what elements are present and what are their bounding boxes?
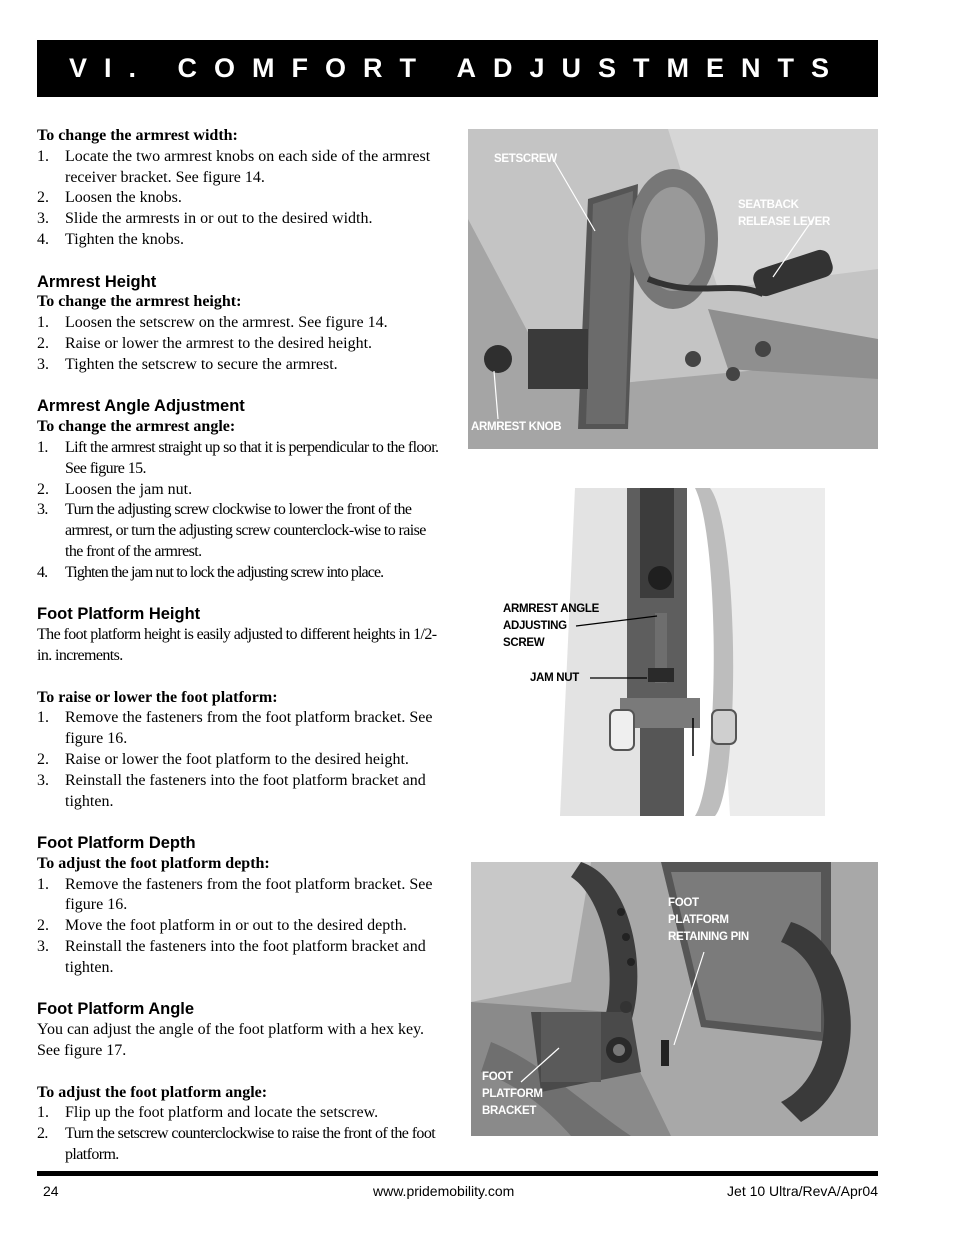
armrest-angle-adjusting-screw-label: ARMREST ANGLE ADJUSTING SCREW	[503, 603, 599, 649]
list-item: 4. Tighten the knobs.	[37, 230, 184, 248]
list-item: 2. Loosen the knobs.	[37, 189, 182, 207]
list-item: 2. Raise or lower the armrest to the desired height.	[37, 334, 373, 352]
section-heading: Foot Platform Height	[37, 605, 201, 624]
section-subtitle: To change the armrest width:	[37, 127, 238, 144]
armrest-photo-figure	[468, 129, 878, 449]
list-item: 1. Flip up the foot platform and locate the setscrew.	[37, 1104, 379, 1122]
footer-document-id: Jet 10 Ultra/RevA/Apr04	[727, 1183, 878, 1199]
setscrew-label: SETSCREW	[494, 153, 557, 165]
list-item: 4. Tighten the jam nut to lock the adjusting screw into place.	[37, 563, 384, 581]
list-item: 1. Remove the fasteners from the foot platform bracket. See figure 16.	[37, 875, 433, 914]
armrest-height-section	[37, 272, 442, 376]
list-item: 1. Loosen the setscrew on the armrest. See figure 14.	[37, 314, 388, 332]
foot-platform-photo-figure	[471, 862, 878, 1136]
list-item: 2. Loosen the jam nut.	[37, 480, 193, 498]
section-heading: Armrest Height	[37, 272, 157, 291]
armrest-photo-drawing	[468, 129, 878, 449]
armrest-angle-photo-figure	[500, 488, 825, 816]
seatback-release-lever-label: SEATBACK RELEASE LEVER	[738, 199, 830, 228]
armrest-width-section	[37, 126, 442, 251]
instructions-column	[37, 126, 442, 1166]
section-title: VI. COMFORT ADJUSTMENTS	[68, 53, 846, 83]
steps-list	[37, 147, 442, 251]
list-item: 3. Reinstall the fasteners into the foot platform bracket and tighten.	[37, 938, 426, 976]
foot-platform-angle-section	[37, 999, 442, 1165]
armrest-angle-section	[37, 396, 442, 583]
list-item: 2. Move the foot platform in or out to the desired depth.	[37, 917, 407, 935]
section-subtitle: To change the armrest angle:	[37, 418, 236, 436]
jam-nut-label: JAM NUT	[530, 672, 580, 684]
foot-platform-bracket-label: FOOT PLATFORM BRACKET	[482, 1071, 543, 1117]
foot-platform-height-section	[37, 604, 442, 812]
armrest-angle-photo-drawing	[500, 488, 825, 816]
list-item: 1. Lift the armrest straight up so that it is perpendicular to the floor. See figure 15.	[37, 438, 439, 477]
section-heading: Armrest Angle Adjustment	[37, 397, 245, 416]
section-header	[37, 40, 878, 97]
list-item: 1. Remove the fasteners from the foot platform bracket. See figure 16.	[37, 709, 433, 748]
section-subtitle: To adjust the foot platform angle:	[37, 1083, 268, 1101]
list-item: 3. Slide the armrests in or out to the desired width.	[37, 210, 373, 228]
list-item: 2. Raise or lower the foot platform to the desired height.	[37, 750, 409, 768]
section-heading: Foot Platform Angle	[37, 1000, 195, 1019]
page-number: 24	[43, 1183, 59, 1199]
section-paragraph: The foot platform height is easily adjusted to different heights in 1/2-in. increments.	[37, 626, 437, 664]
armrest-knob-label: ARMREST KNOB	[471, 421, 562, 433]
footer-divider	[37, 1171, 878, 1176]
section-paragraph: You can adjust the angle of the foot platform with a hex key. See figure 17.	[37, 1021, 425, 1060]
steps-list	[37, 313, 442, 375]
steps-list	[37, 1103, 442, 1165]
list-item: 2. Turn the setscrew counterclockwise to raise the front of the foot platform.	[37, 1125, 436, 1164]
steps-list	[37, 875, 442, 979]
footer-url: www.pridemobility.com	[373, 1183, 515, 1199]
foot-platform-retaining-pin-label: FOOT PLATFORM RETAINING PIN	[668, 897, 749, 943]
list-item: 1. Locate the two armrest knobs on each side of the armrest receiver bracket. See figure 14.	[37, 147, 431, 186]
foot-platform-depth-section	[37, 833, 442, 979]
steps-list	[37, 708, 442, 812]
list-item: 3. Reinstall the fasteners into the foot platform bracket and tighten.	[37, 771, 426, 810]
section-subtitle: To adjust the foot platform depth:	[37, 854, 270, 872]
list-item: 3. Turn the adjusting screw clockwise to lower the front of the armrest, or turn the adjusting screw counterclock-wise to raise the front of the armrest.	[37, 501, 426, 560]
section-subtitle: To change the armrest height:	[37, 293, 242, 311]
steps-list	[37, 438, 442, 584]
section-heading: Foot Platform Depth	[37, 834, 196, 853]
list-item: 3. Tighten the setscrew to secure the armrest.	[37, 355, 338, 373]
section-subtitle: To raise or lower the foot platform:	[37, 688, 278, 706]
